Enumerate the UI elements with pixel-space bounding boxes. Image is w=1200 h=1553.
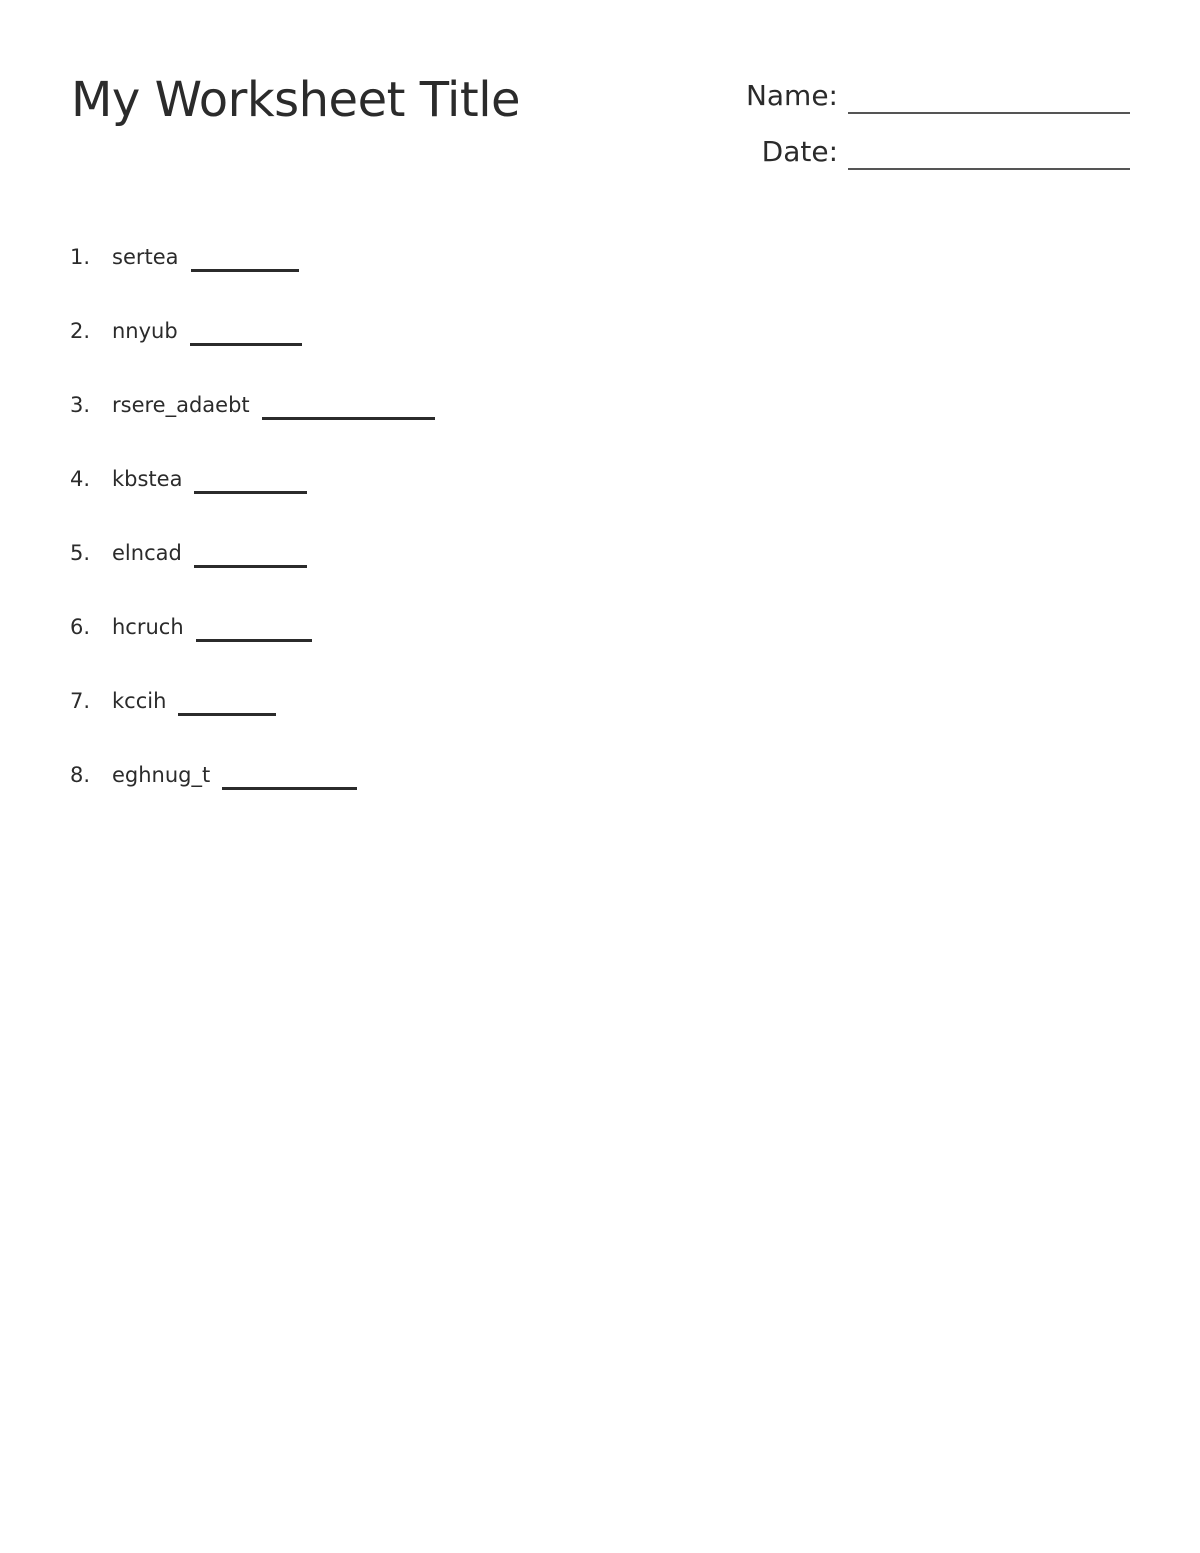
question-number: 5. xyxy=(70,541,91,565)
scrambled-word: nnyub xyxy=(112,319,178,343)
scrambled-word: hcruch xyxy=(112,615,184,639)
date-label: Date: xyxy=(761,135,838,168)
answer-line[interactable] xyxy=(262,417,435,420)
answer-line[interactable] xyxy=(222,787,357,790)
answer-line[interactable] xyxy=(194,565,307,568)
question-number: 2. xyxy=(70,319,91,343)
answer-line[interactable] xyxy=(196,639,312,642)
question-item xyxy=(70,310,435,346)
question-item xyxy=(70,458,435,494)
scrambled-word: sertea xyxy=(112,245,179,269)
question-item xyxy=(70,384,435,420)
name-field-row xyxy=(700,74,1130,114)
date-field-row xyxy=(700,130,1130,170)
scrambled-word: kbstea xyxy=(112,467,183,491)
name-line[interactable] xyxy=(848,112,1130,114)
scrambled-word: kccih xyxy=(112,689,167,713)
question-item xyxy=(70,532,435,568)
name-label: Name: xyxy=(745,79,838,112)
date-line[interactable] xyxy=(848,168,1130,170)
answer-line[interactable] xyxy=(194,491,307,494)
scrambled-word: elncad xyxy=(112,541,182,565)
question-item xyxy=(70,606,435,642)
answer-line[interactable] xyxy=(190,343,302,346)
question-item xyxy=(70,680,435,716)
question-number: 8. xyxy=(70,763,91,787)
question-number: 6. xyxy=(70,615,91,639)
answer-line[interactable] xyxy=(191,269,299,272)
question-item xyxy=(70,754,435,790)
question-item xyxy=(70,236,435,272)
scrambled-word: eghnug_t xyxy=(112,763,211,787)
question-number: 3. xyxy=(70,393,91,417)
question-number: 7. xyxy=(70,689,91,713)
question-number: 1. xyxy=(70,245,91,269)
scrambled-word: rsere_adaebt xyxy=(112,393,250,417)
question-number: 4. xyxy=(70,467,91,491)
header-fields xyxy=(700,74,1130,186)
page-title: My Worksheet Title xyxy=(71,72,521,128)
question-list xyxy=(70,236,435,828)
answer-line[interactable] xyxy=(178,713,276,716)
